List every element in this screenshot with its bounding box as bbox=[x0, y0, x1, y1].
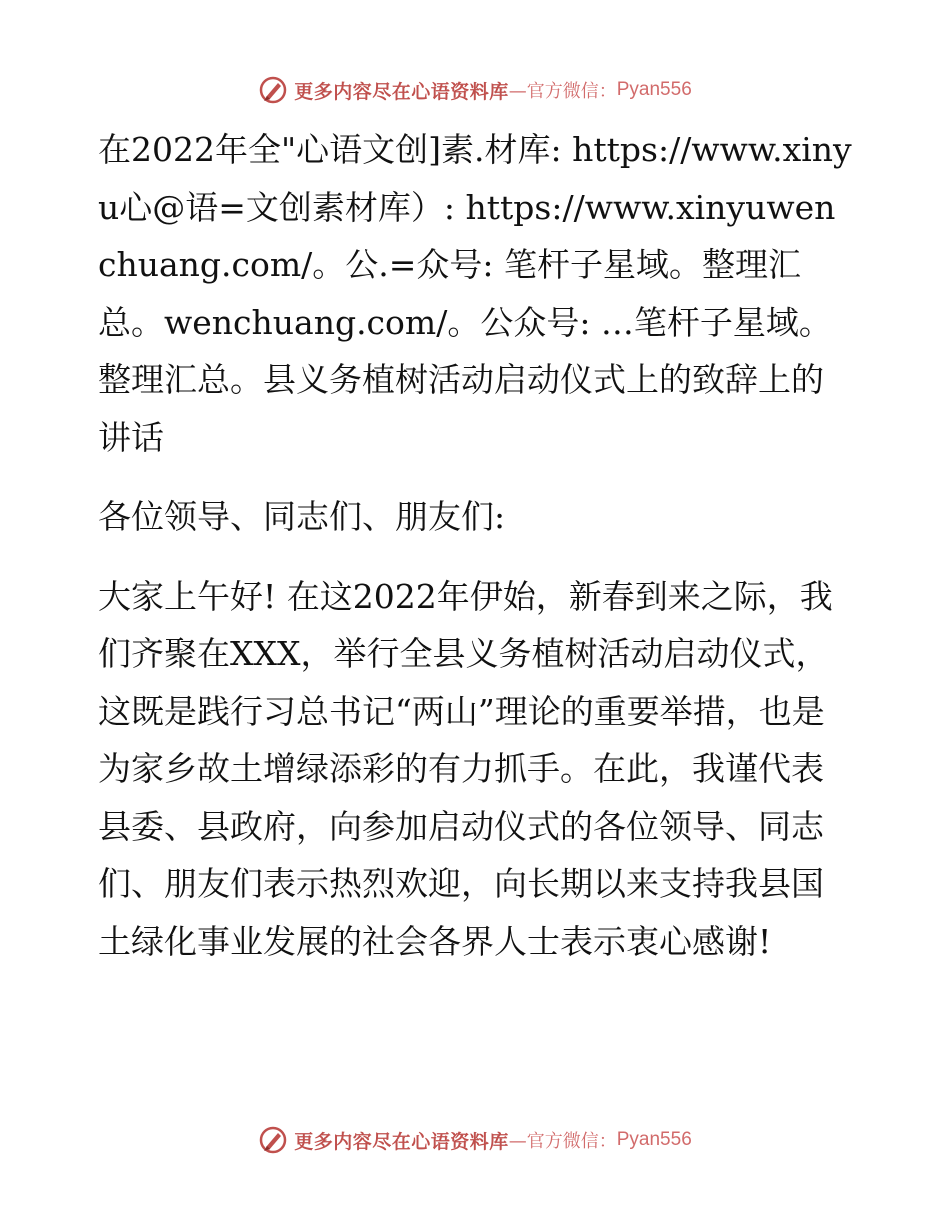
pen-logo-icon bbox=[258, 1125, 288, 1155]
banner-official-label: —官方微信： bbox=[508, 1131, 617, 1152]
body-paragraph: 大家上午好! 在这2022年伊始，新春到来之际，我们齐聚在XXX，举行全县义务植树活动启动仪式，这既是践行习总书记“两山”理论的重要举措，也是为家乡故土增绿添彩的有力抓手。在此，我谨代表县委、县政府，向参加启动仪式的各位领导、同志们、朋友们表示热烈欢迎，向长期以来支持我县国土绿化事业发展的社会各界人士表示衷心感谢! bbox=[98, 576, 833, 961]
pen-logo-icon bbox=[258, 75, 288, 105]
footer-banner bbox=[0, 1120, 950, 1160]
header-banner bbox=[0, 70, 950, 110]
banner-official-label: —官方微信： bbox=[508, 81, 617, 102]
greeting-paragraph: 各位领导、同志们、朋友们: bbox=[98, 497, 506, 536]
banner-wechat-id: Pyan556 bbox=[616, 79, 692, 100]
banner-text: 更多内容尽在心语资料库 bbox=[294, 1130, 509, 1153]
document-body bbox=[98, 121, 853, 970]
title-paragraph: 在2022年全"心语文创]素.材库: https://www.xinyu心@语=文创素材库）: https://www.xinyuwenchuang.com/。公.=众号: 笔杆子星域。整理汇总。wenchuang.com/。公众号: …笔杆子星域。整理汇总。县义务植树活动启动仪式上的致辞上的讲话 bbox=[98, 130, 852, 457]
banner-text: 更多内容尽在心语资料库 bbox=[294, 80, 509, 103]
banner-wechat-id: Pyan556 bbox=[616, 1129, 692, 1150]
